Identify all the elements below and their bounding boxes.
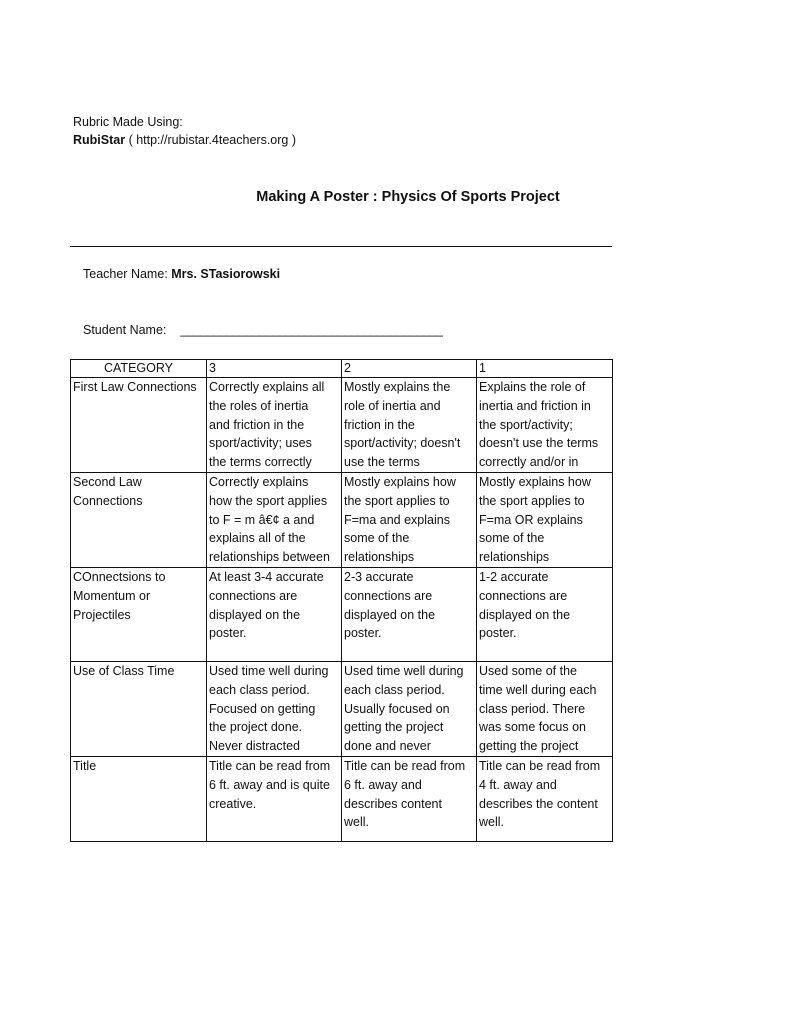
- row-category: Use of Class Time: [71, 661, 207, 756]
- score-3-cell: Correctly explains how the sport applies to F = m â€¢ a and explains all of the relationships between: [207, 472, 342, 567]
- teacher-label: Teacher Name:: [83, 267, 172, 281]
- teacher-line: [83, 267, 280, 281]
- document-title: Making A Poster : Physics Of Sports Project: [256, 189, 560, 205]
- student-line: [83, 323, 442, 337]
- score-3-cell: Used time well during each class period. Focused on getting the project done. Never distracted: [207, 661, 342, 756]
- row-category: COnnectsions to Momentum or Projectiles: [71, 567, 207, 661]
- rubric-table: [70, 359, 613, 842]
- header-score-3: 3: [207, 360, 342, 378]
- row-category: First Law Connections: [71, 378, 207, 473]
- score-2-cell: Title can be read from 6 ft. away and describes content well.: [342, 756, 477, 841]
- score-3-cell: At least 3-4 accurate connections are displayed on the poster.: [207, 567, 342, 661]
- score-1-cell: Mostly explains how the sport applies to F=ma OR explains some of the relationships: [477, 472, 613, 567]
- score-2-cell: Used time well during each class period. Usually focused on getting the project done and never: [342, 661, 477, 756]
- header-score-1: 1: [477, 360, 613, 378]
- row-category: Second Law Connections: [71, 472, 207, 567]
- table-row: [71, 378, 613, 473]
- score-3-cell: Correctly explains all the roles of inertia and friction in the sport/activity; uses the terms correctly: [207, 378, 342, 473]
- row-category: Title: [71, 756, 207, 841]
- student-label: Student Name:: [83, 323, 167, 337]
- header-score-2: 2: [342, 360, 477, 378]
- site-url: ( http://rubistar.4teachers.org ): [125, 133, 297, 147]
- score-1-cell: Used some of the time well during each class period. There was some focus on getting the project: [477, 661, 613, 756]
- table-row: [71, 472, 613, 567]
- score-1-cell: Explains the role of inertia and friction in the sport/activity; doesn't use the terms correctly and/or in: [477, 378, 613, 473]
- teacher-name: Mrs. STasiorowski: [171, 267, 281, 281]
- score-1-cell: 1-2 accurate connections are displayed on the poster.: [477, 567, 613, 661]
- table-row: [71, 661, 613, 756]
- site-name: RubiStar: [73, 133, 126, 147]
- student-name-blank: ________________________________________: [180, 323, 443, 337]
- table-row: [71, 756, 613, 841]
- score-3-cell: Title can be read from 6 ft. away and is quite creative.: [207, 756, 342, 841]
- made-using-label: Rubric Made Using:: [73, 115, 183, 129]
- header-category: CATEGORY: [71, 360, 207, 378]
- score-1-cell: Title can be read from 4 ft. away and describes the content well.: [477, 756, 613, 841]
- table-header-row: [71, 360, 613, 378]
- title-divider: [70, 246, 612, 247]
- table-row: [71, 567, 613, 661]
- score-2-cell: 2-3 accurate connections are displayed on the poster.: [342, 567, 477, 661]
- score-2-cell: Mostly explains how the sport applies to F=ma and explains some of the relationships: [342, 472, 477, 567]
- source-line: [73, 131, 296, 149]
- score-2-cell: Mostly explains the role of inertia and friction in the sport/activity; doesn't use the terms: [342, 378, 477, 473]
- rubric-source: [73, 113, 296, 149]
